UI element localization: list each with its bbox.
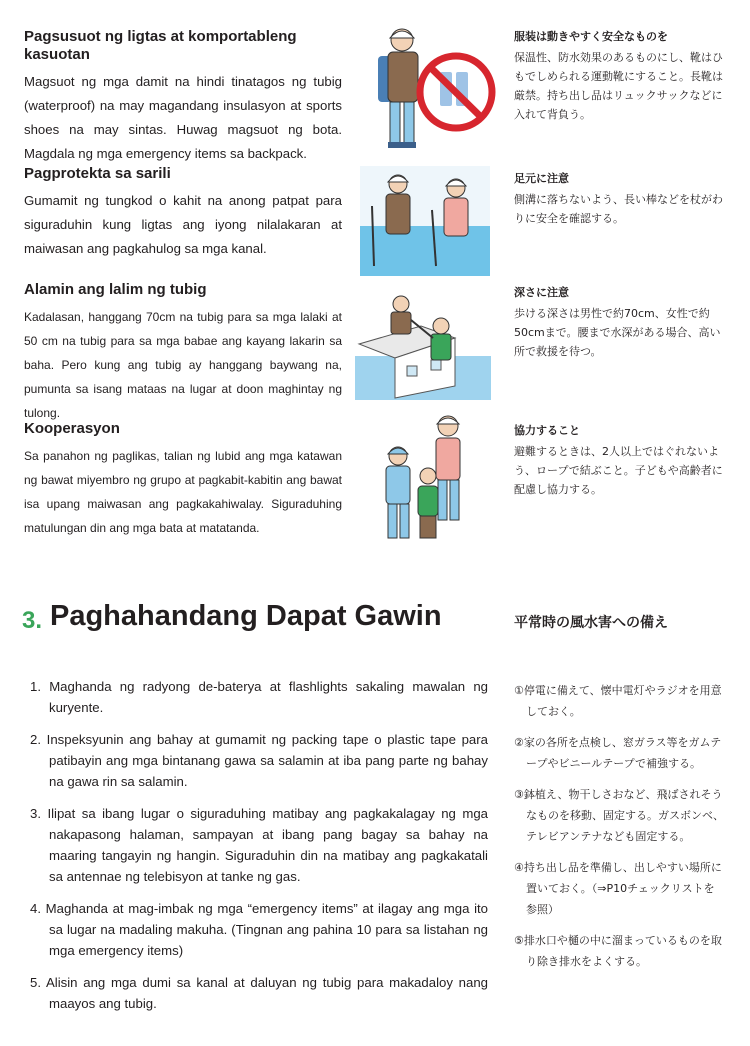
- jp-list-item: ①停電に備えて、懐中電灯やラジオを用意しておく。: [514, 684, 722, 718]
- list-item: 3. Ilipat sa ibang lugar o siguraduhing matibay ang pagkakalagay ng mga nakapasong halaman, sampayan at ibang pang bagay sa bahay na maaring tangayin ng hangin. Siguraduhin din na matibay ang pagkakatali sa antennae ng telebisyon at tanke ng gas.: [30, 806, 488, 884]
- section-cooperation: [24, 420, 342, 540]
- section-title: Pagsusuot ng ligtas at komportableng kasuotan: [24, 28, 297, 63]
- jp-list-item: ④持ち出し品を準備し、出しやすい場所に置いておく。（⇒P10チェックリストを参照）: [514, 861, 722, 916]
- list-item: 2. Inspeksyunin ang bahay at gumamit ng packing tape o plastic tape para patibayin ang mga bintanang gawa sa salamin at iba pang parte ng bahay na gawa rin sa salamin.: [30, 732, 488, 789]
- jp-section-body: 歩ける深さは男性で約70cm、女性で約50cmまで。腰まで水深がある場合、高い所で救援を待つ。: [514, 307, 721, 358]
- list-item: 5. Alisin ang mga dumi sa kanal at daluyan ng tubig para makadaloy nang maayos ang tubig.: [30, 975, 488, 1011]
- rooftop-rescue-illustration: [355, 286, 491, 400]
- jp-list-item: ②家の各所を点検し、窓ガラス等をガムテープやビニールテープで補強する。: [514, 736, 722, 770]
- section-title: Kooperasyon: [24, 420, 120, 437]
- section-body: Kadalasan, hanggang 70cm na tubig para sa mga lalaki at 50 cm na tubig para sa mga babae ang kayang lakarin sa baha. Pero kung ang tubig ay hanggang baywang na, pumunta sa isang mataas na lugar at doon maghintay ng tulong.: [24, 310, 342, 420]
- section-body: Magsuot ng mga damit na hindi tinatagos ng tubig (waterproof) na may magandang insulasyon at sports shoes na may sintas. Huwag magsuot ng bota. Magdala ng mga emergency items sa backpack.: [24, 74, 342, 161]
- jp-section-title: 足元に注意: [514, 172, 569, 185]
- section-cooperation-jp: [514, 424, 726, 499]
- section-body: Sa panahon ng paglikas, talian ng lubid ang mga katawan ng bawat miyembro ng grupo at pagkabit-kabitin ang bawat isa upang maiwasan ang pagkakahiwalay. Siguraduhing matulungan din ang mga bata at matatanda.: [24, 449, 342, 535]
- preparation-list: [30, 676, 488, 1025]
- jp-section-body: 保温性、防水効果のあるものにし、靴はひもでしめられる運動靴にすること。長靴は厳禁。持ち出し品はリュックサックなどに入れて背負う。: [514, 51, 723, 121]
- section-heading: Paghahandang Dapat Gawin: [50, 600, 442, 632]
- section-number: 3.: [22, 607, 43, 634]
- section-self-protection: [24, 165, 342, 261]
- walking-stick-illustration: [360, 166, 490, 276]
- jp-section-title: 協力すること: [514, 424, 580, 437]
- section-clothing: [24, 28, 342, 166]
- cooperation-illustration: [372, 414, 476, 546]
- section-title: Alamin ang lalim ng tubig: [24, 281, 207, 298]
- jp-list-item: ③鉢植え、物干しさおなど、飛ばされそうなものを移動、固定する。ガスボンベ、テレビアンテナなども固定する。: [514, 788, 724, 843]
- section-water-depth-jp: [514, 286, 726, 361]
- list-item: 4. Maghanda at mag-imbak ng mga “emergency items” at ilagay ang mga ito sa lugar na madaling makuha. (Tingnan ang pahina 10 para sa listahan ng mga emergency items): [30, 901, 488, 958]
- section-water-depth: [24, 281, 342, 425]
- jp-section-title: 服装は動きやすく安全なものを: [514, 30, 668, 43]
- section-self-protection-jp: [514, 172, 726, 228]
- jp-section-title: 深さに注意: [514, 286, 569, 299]
- clothing-illustration: [362, 22, 498, 152]
- jp-list-item: ⑤排水口や樋の中に溜まっているものを取り除き排水をよくする。: [514, 934, 722, 968]
- section-body: Gumamit ng tungkod o kahit na anong patpat para siguraduhin kung ligtas ang iyong nilalakaran at maiwasan ang pagkahulog sa mga kanal.: [24, 193, 342, 256]
- section-title: Pagprotekta sa sarili: [24, 165, 171, 182]
- list-item: 1. Maghanda ng radyong de-baterya at flashlights sakaling mawalan ng kuryente.: [30, 679, 488, 715]
- jp-section-body: 避難するときは、2人以上ではぐれないよう、ロープで結ぶこと。子どもや高齢者に配慮し協力する。: [514, 445, 723, 496]
- preparation-list-jp: [514, 680, 724, 982]
- section-heading-jp: 平常時の風水害への備え: [514, 615, 668, 631]
- jp-section-body: 側溝に落ちないよう、長い棒などを杖がわりに安全を確認する。: [514, 193, 723, 225]
- section-clothing-jp: [514, 30, 726, 124]
